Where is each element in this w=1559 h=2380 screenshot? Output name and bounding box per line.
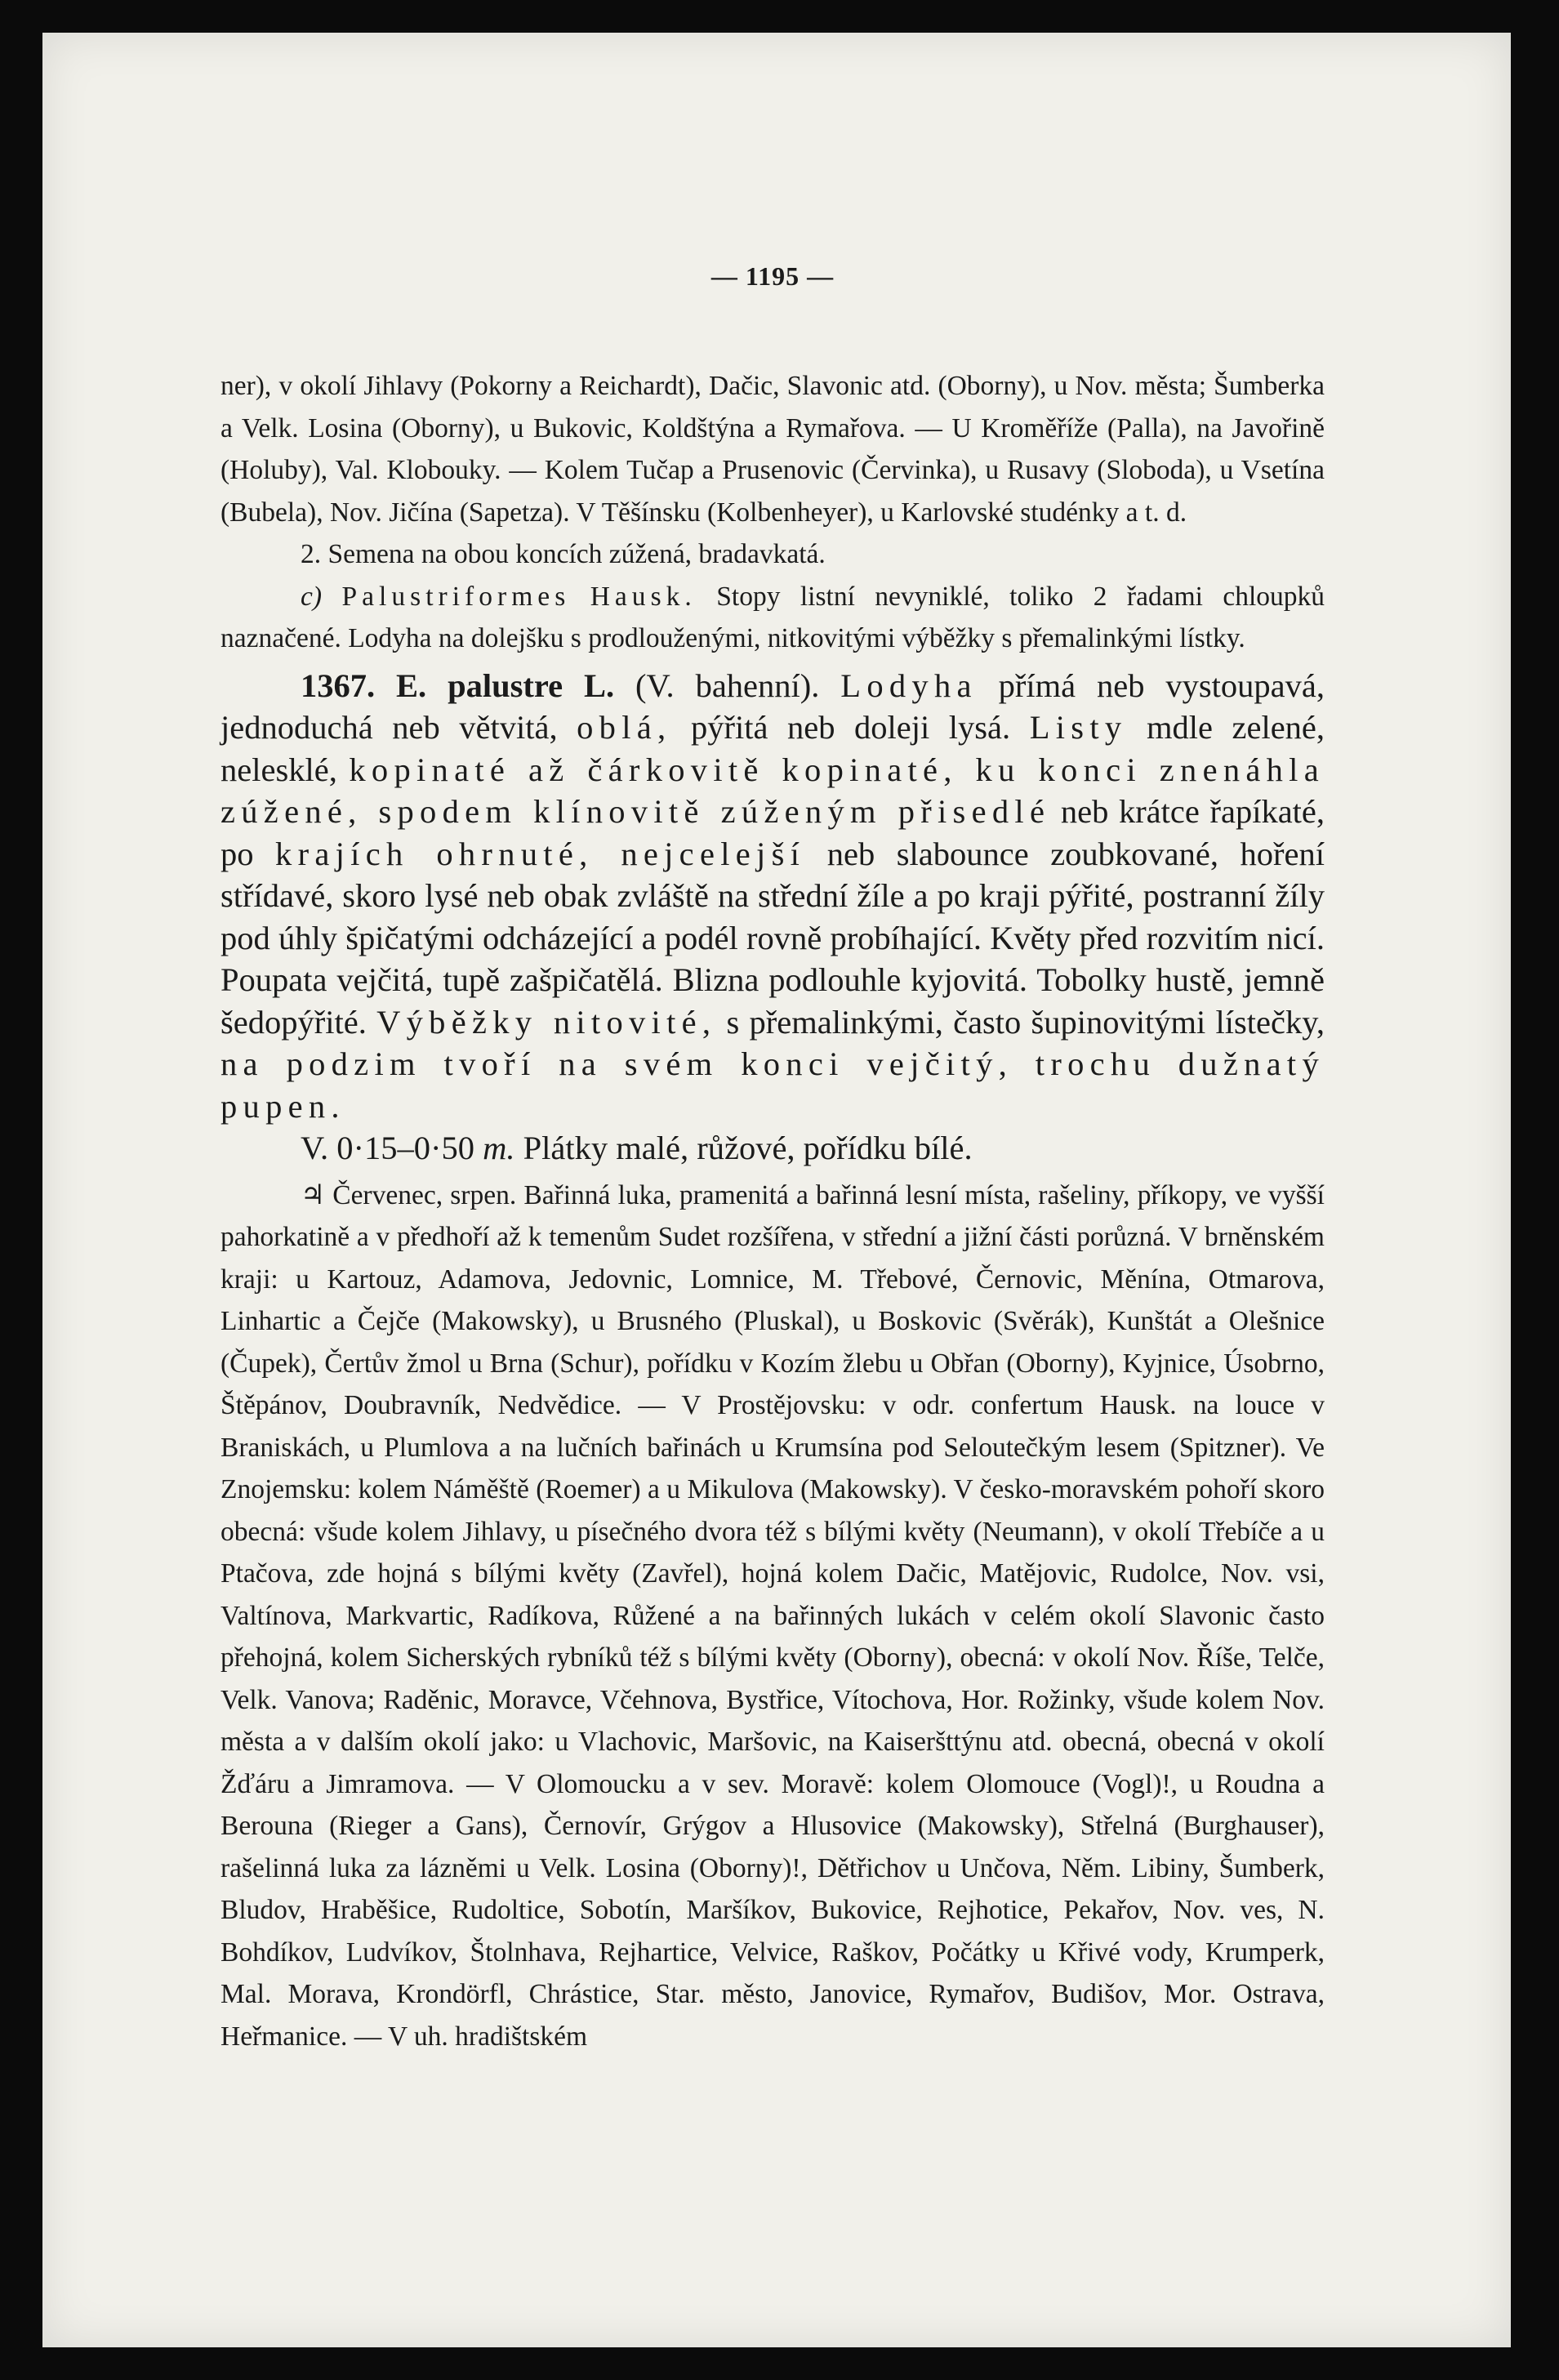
group-name: Palustriformes — [341, 581, 571, 612]
desc-lodyha-text: přímá neb vystoupavá, jednoduchá neb větvitá, — [220, 666, 1325, 746]
paragraph-key-item-2: 2. Semena na obou koncích zúžená, bradavkatá. — [301, 539, 826, 569]
group-author: Hausk. — [590, 581, 697, 612]
desc-lodyha-label: Lodyha — [840, 666, 978, 704]
species-czech-name: (V. bahenní). — [635, 666, 820, 704]
desc-okrajich: krajích ohrnuté, nejcelejší — [275, 835, 806, 872]
paragraph-localities-continued: ner), v okolí Jihlavy (Pokorny a Reichardt), Dačic, Slavonic atd. (Oborny), u Nov. města; Šumberka a Velk. Losina (Oborny), u Bukovic, Koldštýna a Rymařova. — U Kroměříže (Palla), na Javořině (Holuby), Val. Klobouky. — Kolem Tučap a Prusenovic (Červinka), u Rusavy (Sloboda), u Vsetína (Bubela), Nov. Jičína (Sapetza). V Těšínsku (Kolbenheyer), u Karlovské studénky a t. d. — [220, 371, 1325, 528]
page-content — [220, 261, 1325, 2057]
species-size: V. 0·15–0·50 — [301, 1130, 475, 1166]
species-size-line — [220, 1127, 1325, 1170]
desc-premalinkymi: s přemalinkými, často šupinovitými lístečky, — [726, 1003, 1325, 1041]
species-description — [220, 665, 1325, 1128]
paragraph-distribution: ♃ Červenec, srpen. Bařinná luka, pramenitá a bařinná lesní místa, rašeliny, příkopy, ve vyšší pahorkatině a v předhoří až k temenům Sudet rozšířena, v střední a jižní části porůzná. V brněnském kraji: u Kartouz, Adamova, Jedovnic, Lomnice, M. Třebové, Černovic, Měnína, Otmarova, Linhartic a Čejče (Makowsky), u Brusného (Pluskal), u Boskovic (Svěrák), Kunštát a Olešnice (Čupek), Čertův žmol u Brna (Schur), pořídku v Kozím žlebu u Obřan (Oborny), Kyjnice, Úsobrno, Štěpánov, Doubravník, Nedvědice. — V Prostějovsku: v odr. confertum Hausk. na louce v Braniskách, u Plumlova a na lučních bařinách u Krumsína pod Seloutečkým lesem (Spitzner). Ve Znojemsku: kolem Náměště (Roemer) a u Mikulova (Makowsky). V česko-moravském pohoří skoro obecná: všude kolem Jihlavy, u písečného dvora též s bílými květy (Neumann), v okolí Třebíče a u Ptačova, zde hojná s bílými květy (Zavřel), hojná kolem Dačic, Matějovic, Rudolce, Nov. vsi, Valtínova, Markvartic, Radíkova, Růžené a na bařinných lukách v celém okolí Slavonic často přehojná, kolem Sicherských rybníků též s bílými květy (Oborny), obecná: v okolí Nov. Říše, Telče, Velk. Vanova; Raděnic, Moravce, Včehnova, Bystřice, Vítochova, Hor. Rožinky, všude kolem Nov. města a v dalším okolí jako: u Vlachovic, Maršovic, na Kaiseršttýnu atd. obecná, obecná v okolí Žďáru a Jimramova. — V Olomoucku a v sev. Moravě: kolem Olomouce (Vogl)!, u Roudna a Berouna (Rieger a Gans), Černovír, Grýgov a Hlusovice (Makowsky), Střelná (Burghauser), rašelinná luka za lázněmi u Velk. Losina (Oborny)!, Dětřichov u Unčova, Něm. Libiny, Šumberk, Bludov, Hraběšice, Rudoltice, Sobotín, Maršíkov, Bukovice, Rejhotice, Pekařov, Nov. ves, N. Bohdíkov, Ludvíkov, Štolnhava, Rejhartice, Velvice, Raškov, Počátky u Křivé vody, Krumperk, Mal. Morava, Krondörfl, Chrástice, Star. město, Janovice, Rymařov, Budišov, Mor. Ostrava, Heřmanice. — V uh. hradištském — [220, 1179, 1325, 2052]
desc-listy-label: Listy — [1029, 709, 1128, 746]
desc-slabounce: neb slabounce zoubkované, hoření střídavé, skoro lysé neb obak zvláště na střední žíle a po kraji pýřité, postranní žíly pod úhly špičatými odcházející a podél rovně probíhající. Květy před rozvitím nicí. Poupata vejčitá, tupě zašpičatělá. Blizna podlouhle kyjovitá. Tobolky hustě, jemně šedopýřité. — [220, 835, 1325, 1041]
key-label: c) — [301, 581, 323, 612]
desc-na-podzim: na podzim tvoří na svém konci vejčitý, trochu dužnatý pupen. — [220, 1045, 1325, 1125]
species-name: E. palustre L. — [396, 666, 615, 704]
book-page — [42, 33, 1511, 2347]
species-petals: Plátky malé, růžové, pořídku bílé. — [523, 1130, 973, 1166]
desc-vybezky: Výběžky nitovité, — [376, 1003, 717, 1041]
page-number: — 1195 — — [710, 261, 835, 291]
group-text: Stopy listní nevyniklé, toliko 2 řadami chloupků naznačené. Lodyha na dolejšku s prodlouženými, nitkovitými výběžky s přemalinkými lístky. — [220, 581, 1325, 653]
species-size-unit: m. — [483, 1130, 515, 1166]
desc-pyrita: pýřitá neb doleji lysá. — [690, 709, 1011, 746]
desc-kopinate: kopinaté až čárkovitě kopinaté, ku konci znenáhla zúžené, spodem klínovitě zúženým přisedlé — [220, 751, 1325, 830]
paragraph-key-palustriformes — [220, 576, 1325, 660]
species-number: 1367. — [301, 666, 376, 704]
desc-neb-kratce: neb krátce řapíkaté, po — [220, 793, 1325, 872]
desc-obla: oblá, — [577, 709, 672, 746]
desc-listy-text: mdle zelené, nelesklé, — [220, 709, 1325, 788]
